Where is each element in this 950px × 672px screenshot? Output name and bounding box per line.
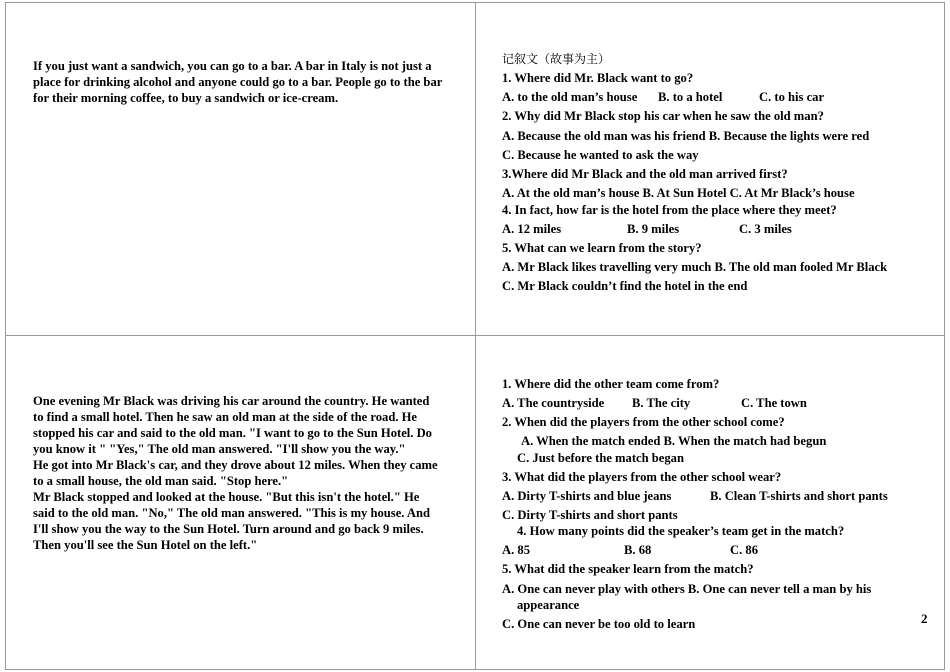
option-c: C. 86: [730, 543, 758, 557]
question-2-options-ab: A. Because the old man was his friend B. Because the lights were red: [502, 129, 870, 143]
question-1: 1. Where did Mr. Black want to go?: [502, 71, 694, 85]
question-3: 3. What did the players from the other school wear?: [502, 470, 782, 484]
question-3-options-ab: [502, 488, 922, 504]
question-1-options: [502, 395, 922, 411]
question-5-option-c: C. Mr Black couldn’t find the hotel in the end: [502, 279, 748, 293]
option-b: B. The city: [632, 396, 691, 410]
question-2: 2. Why did Mr Black stop his car when he saw the old man?: [502, 109, 824, 123]
option-c: C. The town: [741, 396, 807, 410]
mr-black-story: [33, 393, 443, 553]
page-number: 2: [921, 611, 928, 626]
story-paragraph-2: He got into Mr Black's car, and they drove about 12 miles. When they came to a small house, the old man said. "Stop here.": [33, 458, 438, 488]
question-3: 3.Where did Mr Black and the old man arrived first?: [502, 167, 788, 181]
italy-bar-paragraph: If you just want a sandwich, you can go to a bar. A bar in Italy is not just a place for drinking alcohol and anyone could go to a bar. People go to the bar for their morning coffee, to buy a sandwich or ice-cream.: [33, 59, 443, 105]
option-c: C. to his car: [759, 90, 825, 104]
question-2-option-c: C. Just before the match began: [517, 451, 684, 465]
question-2-option-c: C. Because he wanted to ask the way: [502, 148, 699, 162]
panel-top-left: [5, 2, 476, 336]
question-2: 2. When did the players from the other school come?: [502, 415, 785, 429]
section-heading: 记叙文（故事为主）: [502, 52, 611, 66]
option-b: B. Clean T-shirts and short pants: [710, 489, 888, 503]
option-a: A. to the old man’s house: [502, 90, 638, 104]
option-b: B. 9 miles: [627, 222, 680, 236]
question-4-options: [502, 221, 922, 237]
question-2-options-ab: A. When the match ended B. When the match had begun: [521, 434, 827, 448]
option-a: A. Dirty T-shirts and blue jeans: [502, 489, 672, 503]
question-1: 1. Where did the other team come from?: [502, 377, 720, 391]
question-3-option-c: C. Dirty T-shirts and short pants: [502, 508, 678, 522]
story-paragraph-3: Mr Black stopped and looked at the house. "But this isn't the hotel." He said to the old man. "No," The old man answered. "This is my house. And I'll show you the way to the Sun Hotel. Turn around and go back 9 miles. Then you'll see the Sun Hotel on the left.": [33, 490, 431, 552]
option-b: B. to a hotel: [658, 90, 723, 104]
question-5-options-ab-continued: appearance: [517, 598, 580, 612]
question-1-options: [502, 89, 922, 105]
panel-bottom-left: [5, 335, 476, 670]
option-c: C. 3 miles: [739, 222, 792, 236]
question-4: 4. How many points did the speaker’s team get in the match?: [517, 524, 845, 538]
question-5: 5. What can we learn from the story?: [502, 241, 702, 255]
option-a: A. The countryside: [502, 396, 605, 410]
option-b: B. 68: [624, 543, 652, 557]
option-a: A. 85: [502, 543, 530, 557]
panel-bottom-right: [475, 335, 945, 670]
story-paragraph-1: One evening Mr Black was driving his car around the country. He wanted to find a small hotel. Then he saw an old man at the side of the road. He stopped his car and said to the old man. "I want to go to the Sun Hotel. Do you know it " "Yes," The old man answered. "I'll show you the way.": [33, 394, 432, 456]
panel-top-right: [475, 2, 945, 336]
question-3-options: A. At the old man’s house B. At Sun Hotel C. At Mr Black’s house: [502, 186, 855, 200]
option-a: A. 12 miles: [502, 222, 562, 236]
question-4-options: [502, 542, 922, 558]
question-5-options-ab: A. Mr Black likes travelling very much B. The old man fooled Mr Black: [502, 260, 888, 274]
question-5-option-c: C. One can never be too old to learn: [502, 617, 696, 631]
question-5: 5. What did the speaker learn from the match?: [502, 562, 754, 576]
question-5-options-ab: A. One can never play with others B. One can never tell a man by his: [502, 582, 872, 596]
question-4: 4. In fact, how far is the hotel from the place where they meet?: [502, 203, 837, 217]
